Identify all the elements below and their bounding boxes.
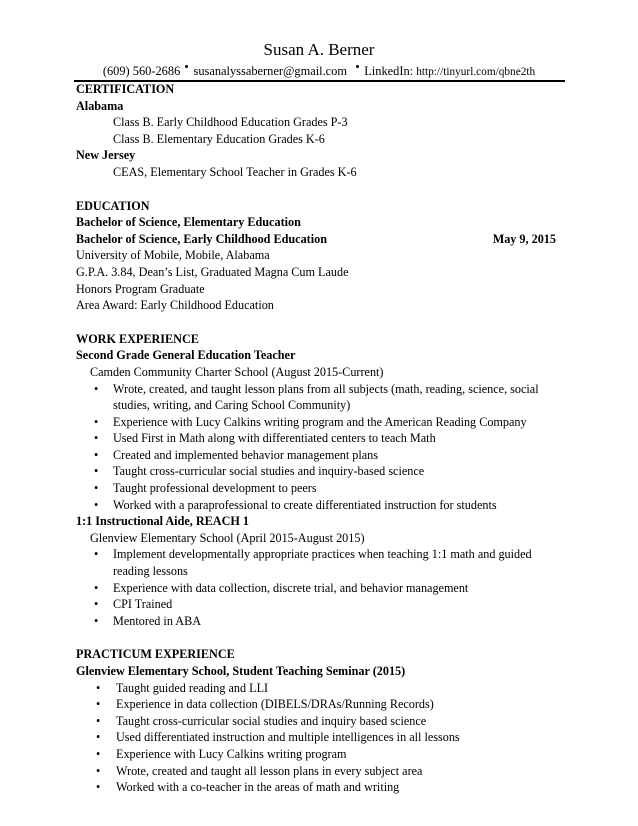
list-item: • Created and implemented behavior management plans [76, 447, 556, 464]
job-title: Second Grade General Education Teacher [76, 348, 296, 363]
email-address[interactable]: susanalyssaberner@gmail.com [193, 64, 348, 78]
list-item: • Experience with Lucy Calkins writing program [76, 746, 556, 763]
list-item: • Experience with Lucy Calkins writing program and the American Reading Company [76, 414, 556, 431]
resume-body [76, 81, 556, 796]
phone-number: (609) 560-2686 [102, 64, 181, 78]
job-bullet-list [76, 381, 556, 514]
list-item: • Experience in data collection (DIBELS/DRAs/Running Records) [76, 696, 556, 713]
separator-dot-icon [185, 65, 188, 68]
graduation-date: May 9, 2015 [492, 231, 556, 246]
job-organization: Glenview Elementary School (April 2015-August 2015) [90, 530, 365, 545]
section-heading-certification: CERTIFICATION [76, 82, 175, 96]
job-organization: Camden Community Charter School (August 2015-Current) [90, 364, 384, 379]
list-item: • Taught cross-curricular social studies and inquiry based science [76, 713, 556, 730]
list-item: • Worked with a paraprofessional to create differentiated instruction for students [76, 497, 556, 514]
list-item: • Wrote, created and taught all lesson plans in every subject area [76, 763, 556, 780]
practicum-bullet-list [76, 680, 556, 796]
cert-item: CEAS, Elementary School Teacher in Grades K-6 [113, 164, 357, 179]
section-heading-practicum: PRACTICUM EXPERIENCE [76, 647, 235, 662]
section-heading-education: EDUCATION [76, 198, 150, 213]
list-item: • Taught professional development to peers [76, 480, 556, 497]
honors-line: Honors Program Graduate [76, 281, 205, 296]
degree-elementary: Bachelor of Science, Elementary Education [76, 215, 301, 230]
list-item: • Taught cross-curricular social studies and inquiry-based science [76, 463, 556, 480]
list-item: • Used First in Math along with differentiated centers to teach Math [76, 430, 556, 447]
award-line: Area Award: Early Childhood Education [76, 298, 274, 313]
contact-line [0, 64, 638, 79]
candidate-name: Susan A. Berner [263, 40, 375, 59]
degree-early-childhood-row [76, 231, 556, 248]
linkedin-label: LinkedIn: [364, 64, 414, 78]
section-heading-work: WORK EXPERIENCE [76, 331, 199, 346]
list-item: • Used differentiated instruction and multiple intelligences in all lessons [76, 729, 556, 746]
list-item: • Taught guided reading and LLI [76, 680, 556, 697]
cert-item: Class B. Early Childhood Education Grades P-3 [113, 115, 348, 130]
cert-state-alabama: Alabama [76, 98, 124, 113]
list-item: • Experience with data collection, discrete trial, and behavior management [76, 580, 556, 597]
job-title: 1:1 Instructional Aide, REACH 1 [76, 514, 250, 529]
degree-early-childhood: Bachelor of Science, Early Childhood Education [76, 231, 327, 246]
school-name: University of Mobile, Mobile, Alabama [76, 248, 270, 263]
separator-dot-icon [356, 65, 359, 68]
practicum-title: Glenview Elementary School, Student Teaching Seminar (2015) [76, 664, 406, 678]
list-item: • Worked with a co-teacher in the areas of math and writing [76, 779, 556, 796]
job-bullet-list [76, 546, 556, 629]
list-item: • CPI Trained [76, 596, 556, 613]
gpa-line: G.P.A. 3.84, Dean’s List, Graduated Magna Cum Laude [76, 264, 349, 279]
cert-state-new-jersey: New Jersey [76, 148, 136, 163]
cert-item: Class B. Elementary Education Grades K-6 [113, 131, 325, 146]
list-item: • Mentored in ABA [76, 613, 556, 630]
list-item: • Implement developmentally appropriate practices when teaching 1:1 math and guided reading lessons [76, 546, 556, 579]
linkedin-url[interactable]: http://tinyurl.com/qbne2th [416, 66, 536, 78]
list-item: • Wrote, created, and taught lesson plans from all subjects (math, reading, science, social studies, writing, and Caring School Community) [76, 381, 556, 414]
